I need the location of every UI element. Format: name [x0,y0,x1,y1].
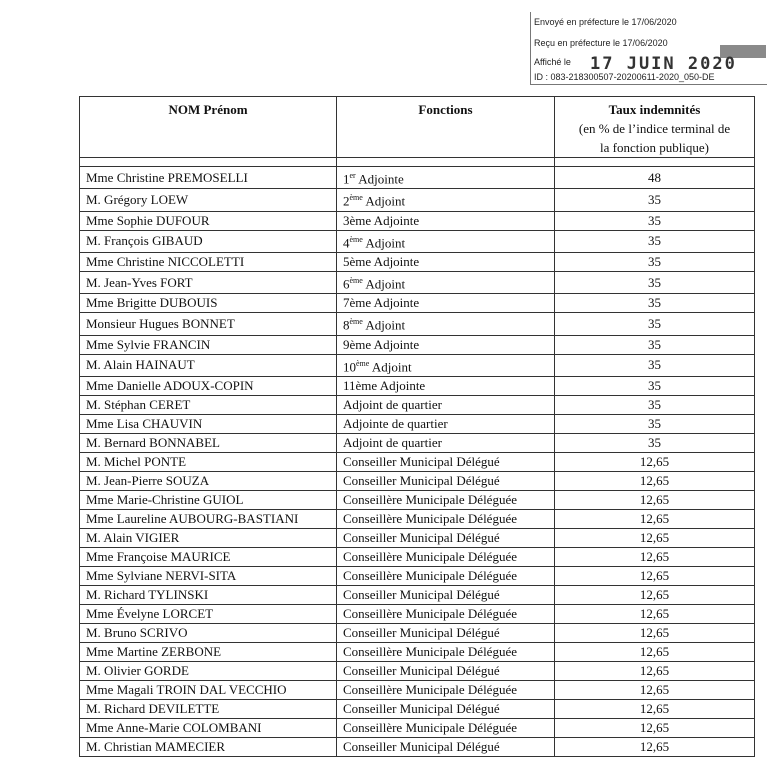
prefecture-stamp [530,12,768,86]
fonction-label: Adjointe [355,171,404,187]
table-row [80,566,755,585]
cell-nom: M. Richard TYLINSKI [80,585,337,604]
fonction-label: Conseiller Municipal Délégué [343,472,500,488]
fonction-label: Conseillère Municipale Déléguée [343,643,517,659]
header-taux-line1: Taux indemnités [608,102,701,117]
table-row [80,252,755,271]
cell-nom: Mme Brigitte DUBOUIS [80,294,337,313]
cell-taux: 12,65 [555,737,755,756]
cell-nom: M. Christian MAMECIER [80,737,337,756]
cell-fonction [337,604,555,623]
cell-nom: Mme Christine NICCOLETTI [80,252,337,271]
fonction-label: Conseillère Municipale Déléguée [343,510,517,526]
cell-taux: 35 [555,230,755,252]
cell-fonction [337,354,555,376]
cell-nom: Mme Danielle ADOUX-COPIN [80,376,337,395]
header-taux [555,97,755,158]
fonction-rank-suffix: ème [349,234,363,244]
cell-fonction [337,395,555,414]
cell-taux: 48 [555,167,755,189]
fonction-rank: 8 [343,317,350,333]
table-row [80,547,755,566]
table-row [80,661,755,680]
header-nom: NOM Prénom [80,97,337,158]
cell-fonction [337,452,555,471]
table-row [80,585,755,604]
fonction-rank: 6 [343,276,350,292]
cell-taux: 12,65 [555,623,755,642]
fonction-label: Conseiller Municipal Délégué [343,738,500,754]
cell-taux: 12,65 [555,642,755,661]
table-row [80,471,755,490]
stamp-affiche-date: 17 JUIN 2020 [590,54,737,74]
cell-nom: Mme Évelyne LORCET [80,604,337,623]
indemnites-table [79,96,755,757]
fonction-label: Adjoint de quartier [343,434,442,450]
fonction-label: Adjoint [369,358,412,374]
fonction-rank: 10 [343,358,356,374]
table-row [80,271,755,293]
stamp-id: ID : 083-218300507-20200611-2020_050-DE [534,72,715,82]
cell-nom: Mme Sylviane NERVI-SITA [80,566,337,585]
table-row [80,335,755,354]
fonction-label: Conseillère Municipale Déléguée [343,491,517,507]
table-spacer-row [80,158,755,167]
fonction-label: Conseillère Municipale Déléguée [343,548,517,564]
cell-taux: 35 [555,313,755,335]
fonction-rank: 2 [343,193,350,209]
cell-fonction [337,167,555,189]
cell-taux: 35 [555,354,755,376]
cell-fonction [337,718,555,737]
cell-fonction [337,490,555,509]
cell-taux: 12,65 [555,509,755,528]
cell-fonction [337,547,555,566]
fonction-rank-suffix: ème [349,317,363,327]
cell-taux: 35 [555,414,755,433]
table-row [80,414,755,433]
header-taux-line3: la fonction publique) [599,140,710,155]
fonction-label: Adjoint de quartier [343,396,442,412]
table-row [80,604,755,623]
cell-taux: 35 [555,335,755,354]
table-row [80,452,755,471]
fonction-label: Conseillère Municipale Déléguée [343,605,517,621]
fonction-label: 11ème Adjointe [343,377,426,393]
cell-taux: 35 [555,294,755,313]
cell-nom: M. Olivier GORDE [80,661,337,680]
cell-taux: 12,65 [555,699,755,718]
cell-fonction [337,252,555,271]
cell-taux: 12,65 [555,471,755,490]
fonction-rank: 4 [343,234,350,250]
cell-nom: M. Jean-Yves FORT [80,271,337,293]
stamp-recu: Reçu en préfecture le 17/06/2020 [534,38,668,48]
fonction-label: Adjoint [362,276,406,292]
cell-nom: M. Richard DEVILETTE [80,699,337,718]
fonction-label: Adjoint [362,317,406,333]
cell-nom: M. Alain VIGIER [80,528,337,547]
table-row [80,354,755,376]
stamp-envoye: Envoyé en préfecture le 17/06/2020 [534,17,677,27]
cell-nom: Mme Christine PREMOSELLI [80,167,337,189]
cell-taux: 35 [555,189,755,211]
fonction-label: Conseiller Municipal Délégué [343,662,500,678]
cell-nom: Mme Lisa CHAUVIN [80,414,337,433]
table-row [80,313,755,335]
fonction-label: 3ème Adjointe [343,212,420,228]
table-row [80,211,755,230]
fonction-label: Adjoint [362,193,406,209]
cell-fonction [337,566,555,585]
cell-taux: 12,65 [555,547,755,566]
fonction-rank: 1 [343,171,350,187]
cell-taux: 12,65 [555,604,755,623]
cell-taux: 35 [555,211,755,230]
table-row [80,376,755,395]
stamp-affiche-label: Affiché le [534,57,571,67]
table-row [80,433,755,452]
table-header-row [80,97,755,158]
cell-taux: 35 [555,395,755,414]
cell-taux: 12,65 [555,490,755,509]
cell-taux: 35 [555,252,755,271]
table-row [80,189,755,211]
table-row [80,509,755,528]
header-taux-line2: (en % de l’indice terminal de [578,121,731,136]
table-row [80,528,755,547]
cell-taux: 12,65 [555,718,755,737]
cell-fonction [337,661,555,680]
table-row [80,642,755,661]
cell-fonction [337,211,555,230]
cell-nom: M. Grégory LOEW [80,189,337,211]
cell-fonction [337,433,555,452]
cell-nom: Mme Magali TROIN DAL VECCHIO [80,680,337,699]
table-row [80,623,755,642]
fonction-rank-suffix: ème [356,358,370,368]
cell-taux: 35 [555,433,755,452]
cell-taux: 35 [555,271,755,293]
cell-fonction [337,623,555,642]
cell-nom: Mme Sylvie FRANCIN [80,335,337,354]
cell-nom: M. Bruno SCRIVO [80,623,337,642]
cell-taux: 12,65 [555,566,755,585]
cell-nom: Mme Marie-Christine GUIOL [80,490,337,509]
cell-fonction [337,471,555,490]
cell-nom: Mme Françoise MAURICE [80,547,337,566]
fonction-label: Conseiller Municipal Délégué [343,529,500,545]
cell-nom: Mme Laureline AUBOURG-BASTIANI [80,509,337,528]
cell-taux: 12,65 [555,452,755,471]
cell-fonction [337,509,555,528]
cell-nom: M. Alain HAINAUT [80,354,337,376]
cell-fonction [337,376,555,395]
cell-taux: 12,65 [555,585,755,604]
table-row [80,167,755,189]
cell-nom: Mme Sophie DUFOUR [80,211,337,230]
fonction-label: Conseiller Municipal Délégué [343,586,500,602]
cell-fonction [337,680,555,699]
table-row [80,680,755,699]
cell-fonction [337,313,555,335]
cell-fonction [337,528,555,547]
cell-nom: Monsieur Hugues BONNET [80,313,337,335]
cell-fonction [337,271,555,293]
fonction-label: Conseillère Municipale Déléguée [343,719,517,735]
fonction-label: Conseiller Municipal Délégué [343,700,500,716]
cell-nom: M. Michel PONTE [80,452,337,471]
fonction-label: Conseillère Municipale Déléguée [343,567,517,583]
fonction-label: Adjointe de quartier [343,415,448,431]
table-row [80,718,755,737]
cell-taux: 12,65 [555,661,755,680]
table-body [80,167,755,757]
cell-nom: M. Jean-Pierre SOUZA [80,471,337,490]
cell-nom: M. François GIBAUD [80,230,337,252]
cell-fonction [337,414,555,433]
table-row [80,230,755,252]
cell-fonction [337,699,555,718]
table-row [80,490,755,509]
cell-nom: M. Stéphan CERET [80,395,337,414]
fonction-label: Conseillère Municipale Déléguée [343,681,517,697]
table-row [80,395,755,414]
fonction-label: 5ème Adjointe [343,253,420,269]
fonction-label: 7ème Adjointe [343,295,420,311]
cell-fonction [337,294,555,313]
table-row [80,294,755,313]
fonction-rank-suffix: er [349,171,356,180]
cell-nom: Mme Anne-Marie COLOMBANI [80,718,337,737]
cell-fonction [337,189,555,211]
table-row [80,699,755,718]
cell-fonction [337,335,555,354]
cell-fonction [337,642,555,661]
fonction-rank-suffix: ème [349,193,363,203]
fonction-label: 9ème Adjointe [343,336,420,352]
cell-taux: 12,65 [555,528,755,547]
cell-nom: M. Bernard BONNABEL [80,433,337,452]
fonction-label: Adjoint [362,234,406,250]
fonction-label: Conseiller Municipal Délégué [343,453,500,469]
cell-nom: Mme Martine ZERBONE [80,642,337,661]
header-fonctions: Fonctions [337,97,555,158]
cell-taux: 35 [555,376,755,395]
cell-taux: 12,65 [555,680,755,699]
fonction-label: Conseiller Municipal Délégué [343,624,500,640]
cell-fonction [337,585,555,604]
fonction-rank-suffix: ème [349,275,363,285]
cell-fonction [337,230,555,252]
